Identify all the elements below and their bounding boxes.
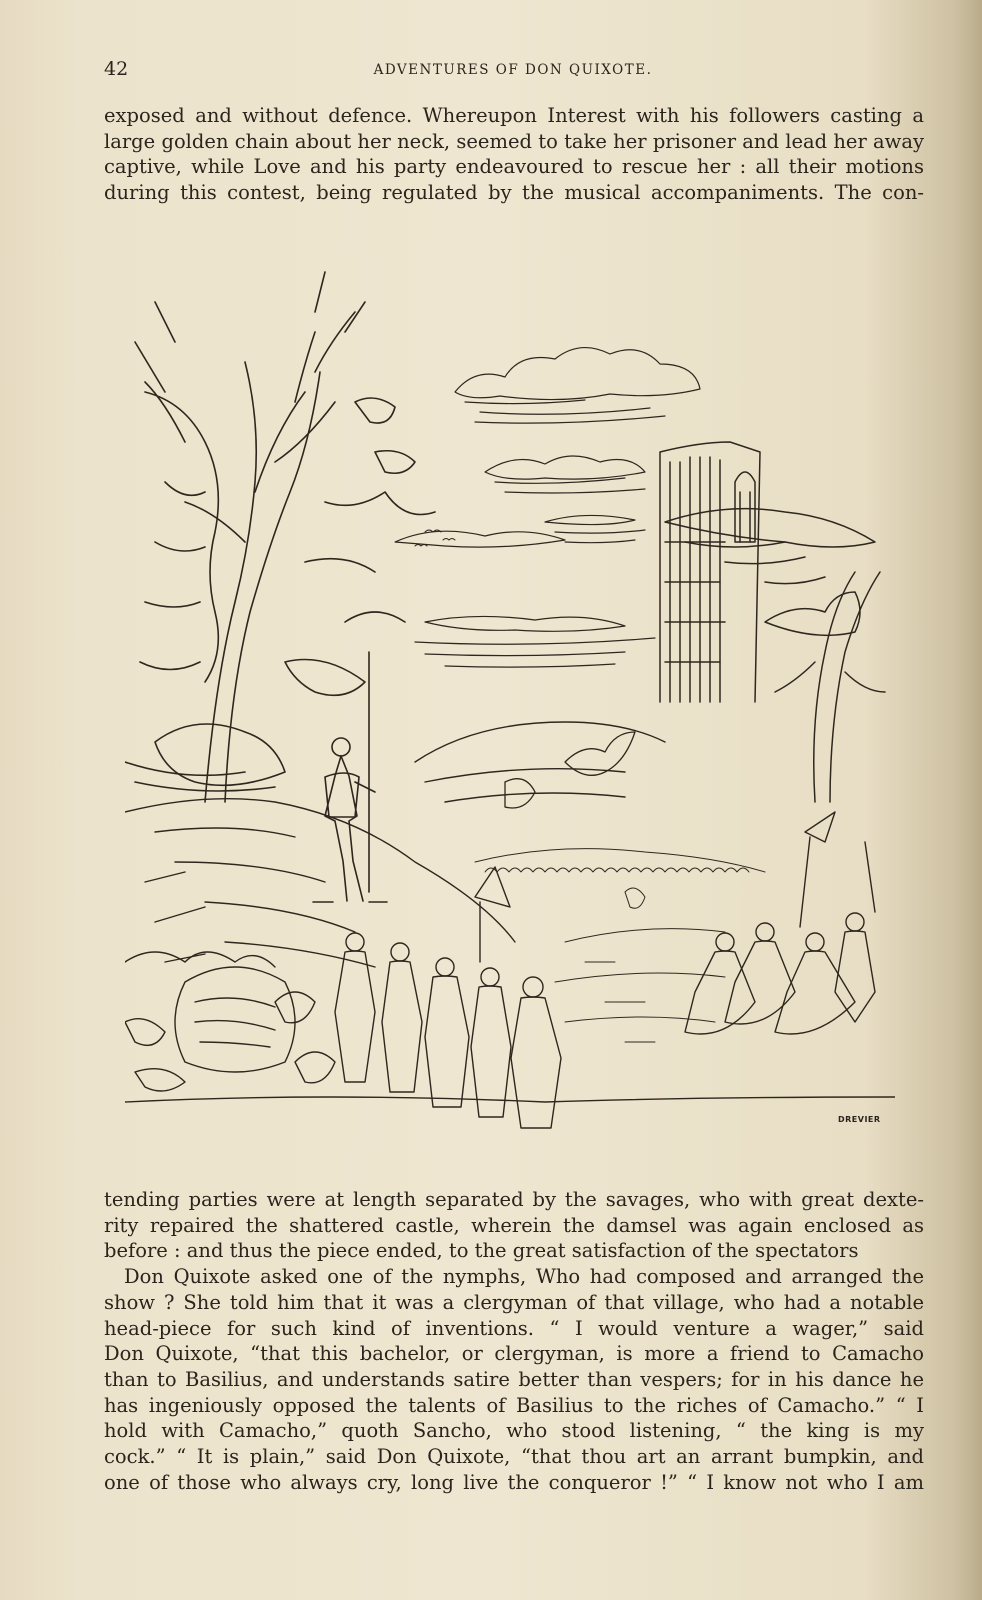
text-line: tending parties were at length separated by the savages, who with great dexte- xyxy=(104,1188,924,1211)
distant-crowd xyxy=(475,849,765,909)
text-line: during this contest, being regulated by the musical accompaniments. The con- xyxy=(104,181,924,205)
text-line: Don Quixote asked one of the nymphs, Who had composed and arranged the xyxy=(124,1265,924,1289)
foreground-foliage xyxy=(125,952,895,1102)
right-tree xyxy=(665,509,885,802)
left-tree xyxy=(125,272,435,802)
text-line: has ingeniously opposed the talents of Basilius to the riches of Camacho.” “ I xyxy=(104,1393,924,1417)
page-number: 42 xyxy=(104,58,129,80)
text-line: head-piece for such kind of inventions. “ I would venture a wager,” said xyxy=(104,1316,924,1340)
text-line: large golden chain about her neck, seemed to take her prisoner and lead her away xyxy=(104,129,924,153)
text-line: rity repaired the shattered castle, wherein the damsel was again enclosed as xyxy=(104,1213,924,1237)
body-text-bottom xyxy=(104,1187,924,1495)
engraver-signature: DREVIER xyxy=(838,1115,881,1124)
text-line: cock.” “ It is plain,” said Don Quixote, “that thou art an arrant bumpkin, and xyxy=(104,1445,924,1469)
page-header xyxy=(104,58,922,82)
engraving-illustration xyxy=(125,242,895,1132)
text-line: captive, while Love and his party endeavoured to rescue her : all their motions xyxy=(104,155,924,179)
text-line: before : and thus the piece ended, to the great satisfaction of the spectators xyxy=(104,1239,859,1263)
text-line: show ? She told him that it was a clergyman of that village, who had a notable xyxy=(104,1290,924,1314)
text-line: one of those who always cry, long live the conqueror !” “ I know not who I am xyxy=(104,1470,924,1494)
text-line: Don Quixote, “that this bachelor, or clergyman, is more a friend to Camacho xyxy=(104,1342,924,1366)
ruined-tower xyxy=(660,442,760,702)
body-text-top xyxy=(104,103,924,206)
clouds xyxy=(395,348,700,668)
knight-figure xyxy=(313,652,387,902)
crowd-left xyxy=(335,867,561,1128)
text-line: than to Basilius, and understands satire better than vespers; for in his dance he xyxy=(104,1367,924,1391)
text-line: exposed and without defence. Whereupon Interest with his followers casting a xyxy=(104,104,924,127)
text-line: hold with Camacho,” quoth Sancho, who stood listening, “ the king is my xyxy=(104,1419,924,1443)
dancers-right xyxy=(685,812,875,1034)
hill xyxy=(125,722,665,967)
running-title: ADVENTURES OF DON QUIXOTE. xyxy=(373,62,653,78)
engraving-drawing xyxy=(125,242,895,1132)
ground-path xyxy=(555,929,725,1042)
